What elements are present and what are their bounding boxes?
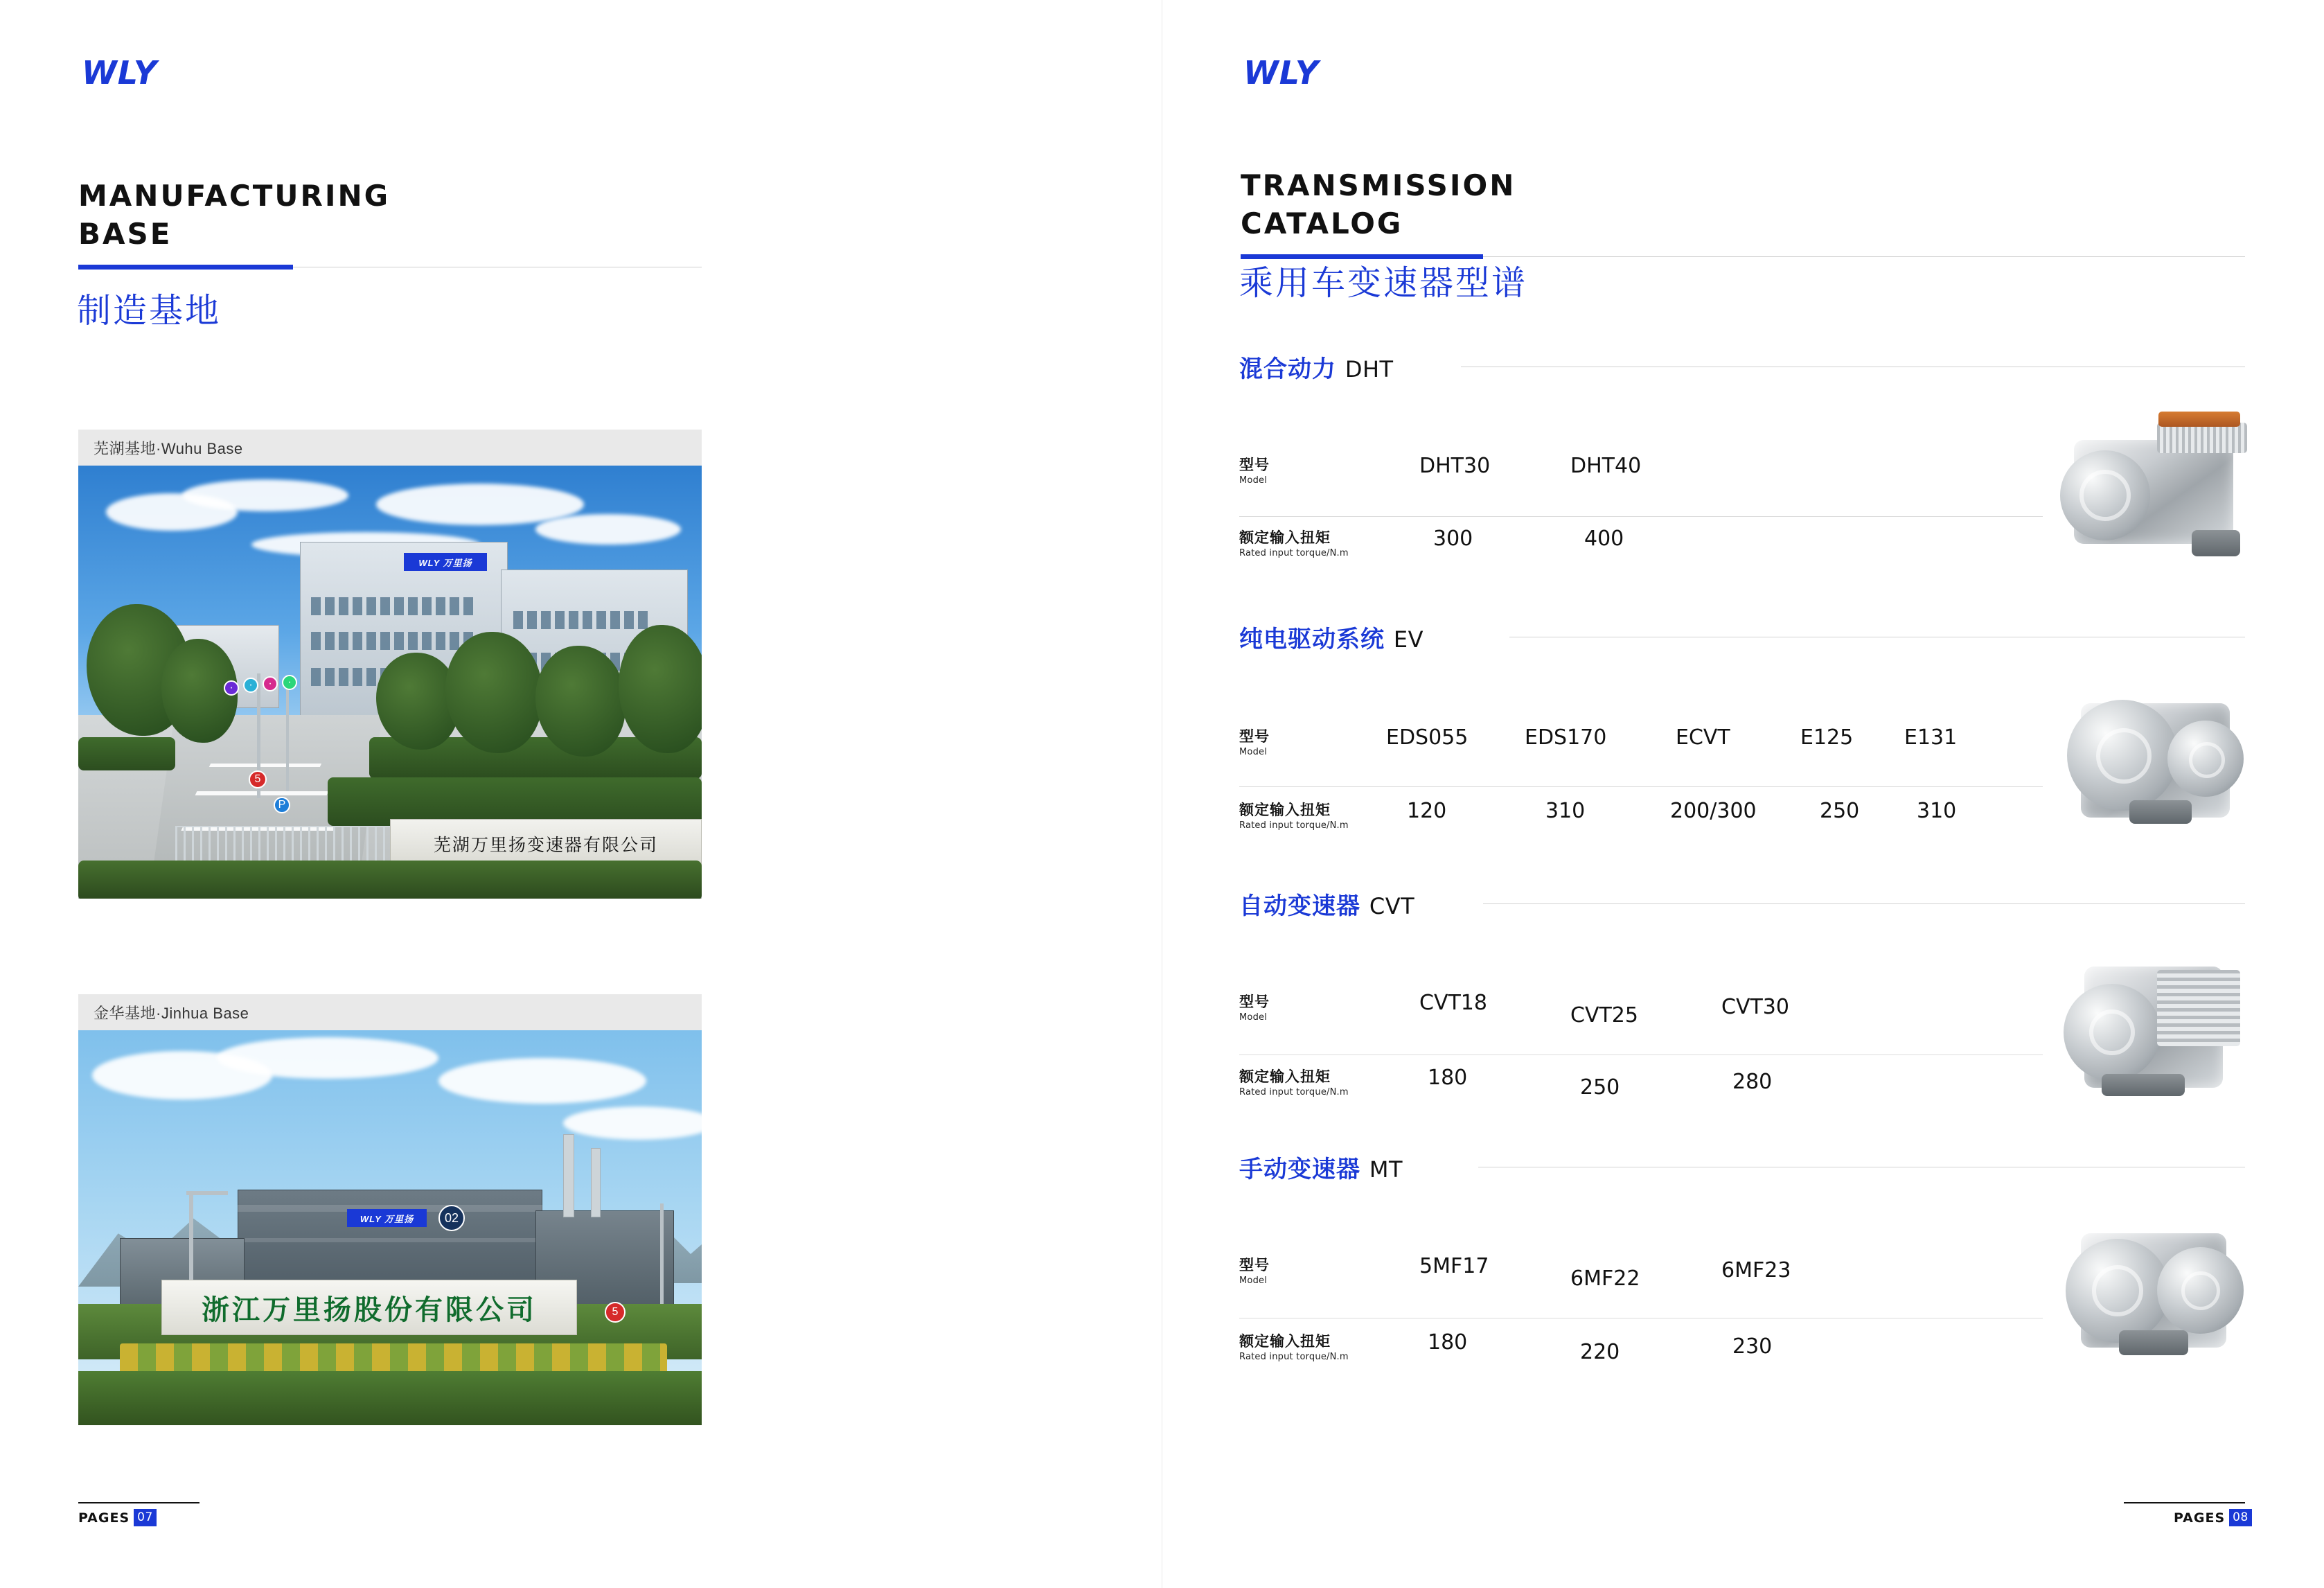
cell-torque-cvt-1: 250 [1580,1075,1620,1100]
section-mt-title-cn: 手动变速器 [1239,1156,1360,1183]
left-heading-line1: MANUFACTURING [78,179,391,213]
row-label-torque-cn: 额定输入扭矩 [1239,802,1331,818]
cell-torque-dht-0: 300 [1433,527,1473,551]
building-number-badge: 02 [438,1205,465,1231]
right-footer-word: PAGES [2174,1510,2226,1526]
section-ev-title-cn: 纯电驱动系统 [1239,626,1385,653]
left-heading-line2: BASE [78,217,172,252]
cell-model-cvt-1: CVT25 [1570,1003,1638,1027]
product-image-cvt [2053,935,2254,1109]
cell-torque-ev-0: 120 [1407,799,1447,823]
row-label-model-en: Model [1239,747,1268,757]
row-label-model-en: Model [1239,1276,1268,1286]
row-label-torque-en: Rated input torque/N.m [1239,1352,1349,1362]
right-page-footer [2174,1509,2252,1526]
cell-model-dht-0: DHT30 [1419,454,1491,478]
cell-model-mt-2: 6MF23 [1721,1258,1791,1282]
cell-torque-ev-3: 250 [1820,799,1860,823]
map-marker-icon: 5 [249,770,267,788]
map-marker-icon: · [224,680,239,696]
row-label-model-cn: 型号 [1239,994,1270,1010]
section-mt [1239,1150,2245,1364]
row-label-torque-en: Rated input torque/N.m [1239,548,1349,558]
cell-torque-dht-1: 400 [1584,527,1624,551]
cell-torque-mt-2: 230 [1732,1334,1773,1359]
cell-torque-cvt-0: 180 [1428,1066,1468,1090]
left-page-footer [78,1509,157,1526]
product-image-mt [2053,1199,2254,1372]
cell-model-ev-0: EDS055 [1386,725,1469,750]
photo-caption-wuhu: 芜湖基地·Wuhu Base [78,430,702,466]
map-marker-icon: · [243,678,258,693]
cell-torque-mt-1: 220 [1580,1340,1620,1364]
left-page-heading [78,177,702,254]
section-cvt-title-cn: 自动变速器 [1239,892,1360,920]
row-label-torque-cn: 额定输入扭矩 [1239,529,1331,546]
row-label-model-cn: 型号 [1239,1257,1270,1273]
cell-torque-cvt-2: 280 [1732,1070,1773,1094]
right-heading-cn: 乘用车变速器型谱 [1239,263,1528,303]
photo-block-wuhu [78,430,702,899]
row-label-model-ev [1239,725,1270,757]
cell-model-cvt-2: CVT30 [1721,995,1789,1019]
left-footer-rule [78,1502,199,1503]
map-marker-icon: · [282,675,297,690]
cell-model-mt-0: 5MF17 [1419,1254,1489,1278]
section-cvt [1239,887,2245,1100]
cell-model-cvt-0: CVT18 [1419,991,1487,1015]
wly-logo-right: WLY [1243,54,1320,91]
right-footer-number: 08 [2229,1509,2252,1526]
row-label-model-cvt [1239,991,1270,1023]
photo-jinhua-base [78,1030,702,1425]
cell-model-ev-3: E125 [1800,725,1854,750]
right-page-heading [1241,166,2245,243]
section-dht-title-cn: 混合动力 [1239,355,1336,383]
cell-model-ev-4: E131 [1904,725,1958,750]
wly-logo-left: WLY [82,54,158,91]
row-label-torque-mt [1239,1330,1349,1362]
row-label-torque-cvt [1239,1066,1349,1097]
left-footer-word: PAGES [78,1510,130,1526]
right-heading-line2: CATALOG [1241,206,1403,241]
photo-block-jinhua [78,994,702,1425]
map-marker-icon: · [263,676,278,691]
row-label-torque-dht [1239,527,1349,558]
roof-brand-jinhua: WLY 万里扬 [347,1209,427,1227]
map-marker-icon: 5 [605,1302,626,1323]
row-label-model-cn: 型号 [1239,728,1270,745]
cell-torque-mt-0: 180 [1428,1330,1468,1355]
roof-brand-wuhu: WLY 万里扬 [404,553,487,571]
cell-torque-ev-4: 310 [1917,799,1957,823]
section-cvt-rule [1483,903,2245,904]
cell-model-mt-1: 6MF22 [1570,1267,1640,1291]
left-heading-cn: 制造基地 [77,291,222,330]
map-marker-icon: P [274,797,290,813]
cell-model-dht-1: DHT40 [1570,454,1642,478]
photo-wuhu-base [78,466,702,899]
row-label-torque-ev [1239,799,1349,831]
row-label-model-en: Model [1239,1012,1268,1023]
row-label-model-cn: 型号 [1239,457,1270,473]
section-dht-title-en: DHT [1345,356,1394,382]
section-ev-title-en: EV [1393,626,1423,653]
row-label-model-mt [1239,1254,1270,1286]
product-image-dht [2053,402,2254,572]
section-dht-row-divider [1239,516,2043,517]
cell-torque-ev-1: 310 [1545,799,1586,823]
site-sign-jinhua-text: 浙江万里扬股份有限公司 [202,1294,537,1326]
cell-torque-ev-2: 200/300 [1670,799,1757,823]
left-footer-number: 07 [134,1509,157,1526]
row-label-torque-cn: 额定输入扭矩 [1239,1333,1331,1350]
site-sign-wuhu-text: 芜湖万里扬变速器有限公司 [433,835,658,855]
product-image-ev [2053,669,2254,842]
photo-caption-jinhua: 金华基地·Jinhua Base [78,994,702,1030]
row-label-model-dht [1239,454,1270,486]
section-ev [1239,620,2245,831]
row-label-torque-cn: 额定输入扭矩 [1239,1068,1331,1085]
section-dht [1239,350,2245,558]
cell-model-ev-1: EDS170 [1525,725,1607,750]
section-cvt-title-en: CVT [1369,893,1415,919]
site-sign-jinhua [161,1280,577,1335]
row-label-model-en: Model [1239,475,1268,486]
section-ev-row-divider [1239,786,2043,787]
section-mt-title-en: MT [1369,1156,1403,1183]
right-heading-line1: TRANSMISSION [1241,168,1516,202]
right-footer-rule [2124,1502,2245,1503]
cell-model-ev-2: ECVT [1676,725,1730,750]
row-label-torque-en: Rated input torque/N.m [1239,1087,1349,1097]
row-label-torque-en: Rated input torque/N.m [1239,820,1349,831]
